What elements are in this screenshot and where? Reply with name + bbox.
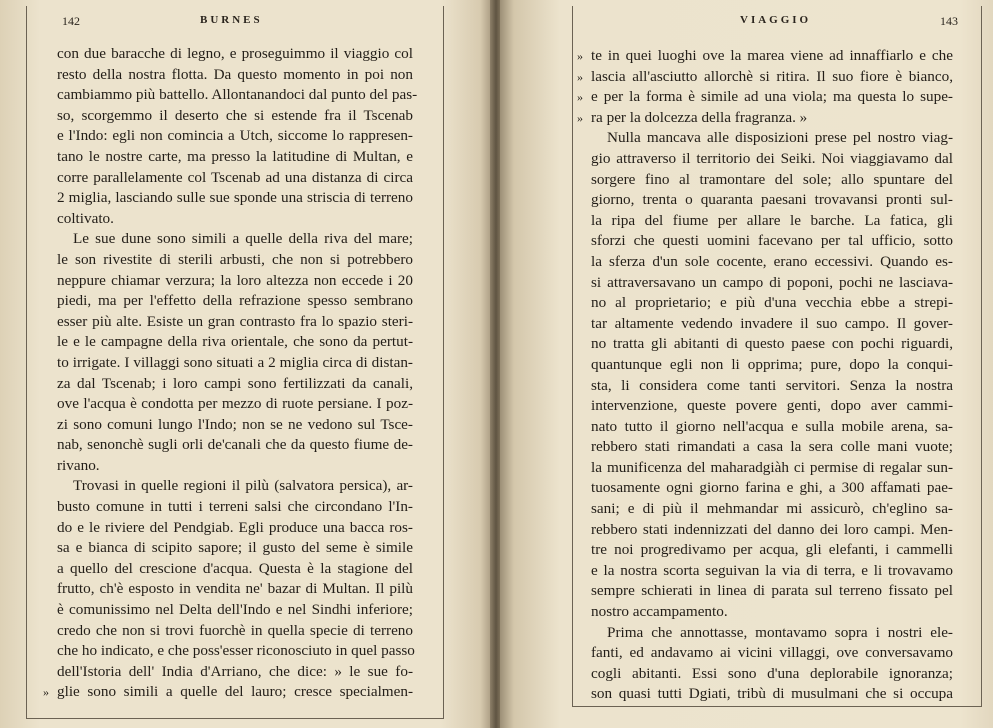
text-line: so, scorgemmo il deserto che si estende fra il Tscenab	[57, 106, 413, 124]
text-line: no al proprietario; e più d'una vecchia ebbe a strepi-	[591, 294, 953, 312]
text-line: cambiammo più battello. Allontanandoci dal punto del pas-	[57, 86, 418, 104]
text-line: corre parallelamente col Tscenab ad una distanza di circa	[57, 168, 413, 186]
text-line: busto comune in tutti i terreni salsi che circondano l'In-	[57, 498, 413, 516]
text-line: tre noi progredivamo per acqua, gli elefanti, i cammelli	[591, 541, 953, 559]
text-line: si attraversavano un campo di poponi, pochi ne lasciava-	[591, 273, 953, 291]
text-line: zi sono comuni lungo l'Indo; non se ne vedono sul Tsce-	[57, 415, 413, 433]
text-line: ove l'acqua è condotta per mezzo di ruote persiane. I poz-	[57, 395, 413, 413]
quote-mark: »	[577, 69, 583, 84]
text-line: le son rivestite di sterili arbusti, che non si potrebbero	[57, 250, 413, 268]
text-line: esser più alte. Esiste un gran contrasto fra lo spazio steri-	[57, 312, 413, 330]
quote-mark: »	[577, 49, 583, 63]
text-line: sforzi che questi uomini facevano per tal ufficio, sotto	[591, 232, 953, 250]
text-line: coltivato.	[57, 209, 114, 227]
left-page-text	[43, 44, 418, 703]
text-line: credo che non si trovi fuorchè in quella specie di terreno	[57, 621, 413, 639]
text-line: 2 miglia, lasciando sulle sue sponde una striscia di terreno	[57, 189, 413, 207]
text-line: sta, li considera come tanti servitori. Senza la nostra	[591, 376, 953, 394]
text-line: quantunque egli non li opprima; pure, dopo la conqui-	[591, 355, 953, 373]
quote-mark: »	[577, 90, 583, 105]
text-line: con due baracche di legno, e proseguimmo il viaggio col	[57, 45, 413, 62]
text-line: la sferza d'un sole cocente, erano eccessivi. Quando es-	[591, 252, 953, 270]
right-page	[500, 0, 993, 728]
text-line: e la nostra scorta seguivan la via di terra, e li trovavamo	[591, 561, 953, 579]
text-line: » glie sono simili a quelle del lauro; cresce specialmen-	[57, 682, 413, 703]
text-line: frutto, ch'è esposto in vendita ne' bazar di Multan. Il pilù	[57, 580, 413, 598]
text-line: sa e bianca di scipito sapore; il gusto del seme è simile	[57, 539, 413, 557]
text-line: neppure chiamar verzura; la loro altezza non eccede i 20	[57, 271, 413, 289]
text-line: resto della nostra flotta. Da questo momento in poi non	[57, 65, 413, 83]
text-line: Prima che annottasse, montavamo sopra i nostri ele-	[607, 623, 953, 641]
text-line: to irrigate. I villaggi sono situati a 2 miglia circa di distan-	[57, 353, 413, 371]
text-line: » ra per la dolcezza della fragranza. »	[591, 108, 953, 129]
text-line: la ripa del fiume per allare le barche. La fatica, gli	[591, 211, 953, 229]
right-running-head: VIAGGIO	[740, 14, 812, 26]
text-line: Nulla mancava alle disposizioni prese pel nostro viag-	[607, 129, 953, 147]
text-line: sani; e di più il mehmandar mi assicurò, ch'eglino sa-	[591, 500, 953, 518]
left-running-head: BURNES	[200, 14, 263, 26]
quote-mark: »	[43, 685, 49, 700]
text-line: tano le nostre carte, ma presso la latitudine di Multan, e	[57, 147, 413, 165]
text-line: nab, senonchè sugli orli de'canali che da questo fiume de-	[57, 436, 413, 454]
text-line: dell'Istoria dell' India d'Arriano, che dice: » le sue fo-	[57, 662, 413, 680]
text-line: piedi, ma per l'effetto della refrazione spesso sembrano	[57, 292, 413, 310]
text-line: » te in quei luoghi ove la marea viene ad innaffiarlo e che	[591, 46, 953, 67]
text-line: gio attraverso il territorio dei Seiki. Noi viaggiavamo dal	[591, 149, 953, 167]
text-line: rebbero stati indennizzati del danno dei loro campi. Men-	[591, 520, 953, 538]
text-line: Le sue dune sono simili a quelle della riva del mare;	[73, 230, 413, 248]
text-line: tuosamente ogni giorno farina e ghi, a 300 affamati pae-	[591, 479, 953, 497]
text-line: no tratta gli abitanti di questo paese con pochi riguardi,	[591, 335, 953, 353]
text-line: tar altamente vedendo invadere il suo campo. Il gover-	[591, 314, 953, 332]
text-line: do e le riviere del Pendgiab. Egli produce una bacca ros-	[57, 518, 413, 536]
text-line: nato tutto il giorno nell'acqua e sulla mobile arena, sa-	[591, 417, 953, 435]
text-line: che ho indicato, e che poss'esser riconosciuto in quel passo	[57, 642, 415, 660]
text-line: sempre schierati in linea di parata sul terreno fissato pel	[591, 582, 953, 600]
quote-mark: »	[577, 110, 583, 125]
left-page-number: 142	[62, 14, 80, 28]
left-page	[0, 0, 492, 728]
text-line: giorno, trenta o quaranta paesani trovavansi pronti sul-	[591, 191, 953, 209]
text-line: » lascia all'asciutto allorchè si ritira. Il suo fiore è bianco,	[591, 67, 953, 88]
text-line: le e le campagne della riva orientale, che sono da pertut-	[57, 333, 413, 351]
text-line: la munificenza del maharadgiàh ci permise di regalar sun-	[591, 458, 953, 476]
text-line: e l'Indo: egli non comincia a Utch, siccome lo rappresen-	[57, 127, 413, 145]
text-line: fanti, ed andavamo ai vicini villaggi, ove conversavamo	[591, 644, 953, 662]
text-line: » e per la forma è simile ad una viola; ma questa lo supe-	[591, 87, 953, 108]
text-line: sorgere fino al tramontare del sole; allo spuntare del	[591, 170, 953, 188]
text-line: è comunissimo nel Delta dell'Indo e nel Sindhi inferiore;	[57, 601, 413, 619]
text-line: rivano.	[57, 456, 100, 474]
text-line: rebbero stati rimandati a casa la sera colle mani vuote;	[591, 438, 953, 456]
text-line: nostro accampamento.	[591, 603, 728, 621]
right-page-number: 143	[940, 14, 958, 28]
text-line: a quello del crescione d'acqua. Questa è la stagione del	[57, 559, 413, 577]
right-page-text	[577, 46, 953, 705]
text-line: son quasi tutti Dgiati, tribù di musulmani che si occupa	[591, 685, 953, 703]
text-line: cogli abitanti. Essi sono d'una deplorabile ignoranza;	[591, 664, 953, 682]
text-line: za dal Tscenab; i loro campi sono fertilizzati da canali,	[57, 374, 413, 392]
text-line: intervenzione, queste povere genti, dopo aver cammi-	[591, 397, 953, 415]
text-line: Trovasi in quelle regioni il pilù (salvatora persica), ar-	[73, 477, 413, 495]
